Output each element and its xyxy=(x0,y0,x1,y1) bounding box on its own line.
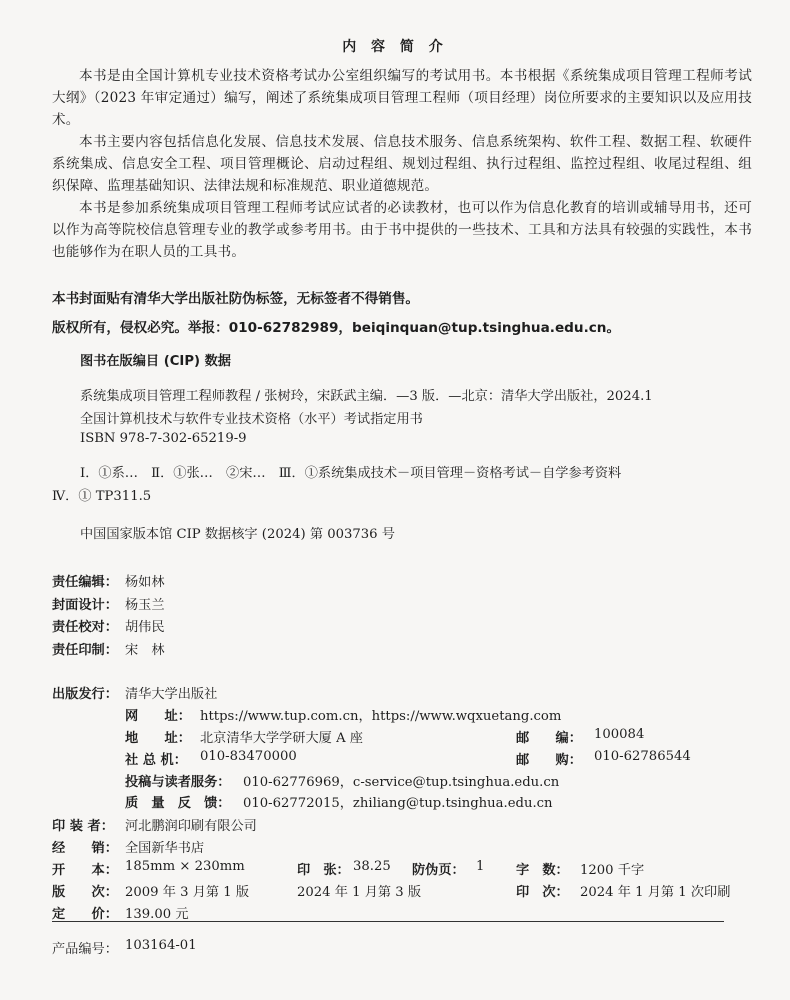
quality-feedback-label: 质 量 反 馈： xyxy=(125,796,231,811)
format-value: 185mm × 230mm xyxy=(125,859,245,874)
printing-supervisor-value: 宋 林 xyxy=(125,643,165,658)
quality-feedback-value: 010-62772015，zhiliang@tup.tsinghua.edu.cn xyxy=(243,796,553,811)
printing-value: 2024 年 1 月第 1 次印刷 xyxy=(580,885,731,900)
address-value: 北京清华大学学研大厦 A 座 xyxy=(200,731,363,746)
publisher-name: 清华大学出版社 xyxy=(125,687,218,702)
cip-line-1: 系统集成项目管理工程师教程 / 张树玲，宋跃武主编．—3 版．—北京：清华大学出版社，2024.1 xyxy=(80,389,653,404)
mail-order-value: 010-62786544 xyxy=(594,749,691,764)
publisher-label: 出版发行： xyxy=(52,687,118,702)
mail-order-label: 邮 购： xyxy=(516,753,582,768)
page-title: 内 容 简 介 xyxy=(342,39,448,55)
edition-current-value: 2024 年 1 月第 3 版 xyxy=(297,885,422,900)
website-label: 网 址： xyxy=(125,709,191,724)
printer-value: 河北鹏润印刷有限公司 xyxy=(125,819,257,834)
reader-service-label: 投稿与读者服务： xyxy=(125,775,231,790)
printing-label: 印 次： xyxy=(516,885,569,900)
cip-line-2: 全国计算机技术与软件专业技术资格（水平）考试指定用书 xyxy=(80,412,423,427)
divider-line xyxy=(52,921,724,922)
intro-paragraph-3: 本书是参加系统集成项目管理工程师考试应试者的必读教材，也可以作为信息化教育的培训或辅导用书，还可以作为高等院校信息管理专业的教学或参考用书。由于书中提供的一些技术、工具和方法具有较强的实践性，本书也能够作为在职人员的工具书。 xyxy=(52,200,752,260)
cip-isbn: ISBN 978-7-302-65219-9 xyxy=(80,431,247,446)
switchboard-label: 社 总 机： xyxy=(125,753,187,768)
switchboard-value: 010-83470000 xyxy=(200,749,297,764)
price-label: 定 价： xyxy=(52,907,118,922)
cip-verification: 中国国家版本馆 CIP 数据核字 (2024) 第 003736 号 xyxy=(80,527,395,542)
product-code-label: 产品编号： xyxy=(52,942,118,957)
distributor-value: 全国新华书店 xyxy=(125,841,205,856)
copyright-notice: 版权所有，侵权必究。举报：010-62782989，beiqinquan@tup.tsinghua.edu.cn。 xyxy=(52,320,621,336)
printer-label: 印 装 者： xyxy=(52,819,114,834)
price-value: 139.00 元 xyxy=(125,907,189,922)
anti-counterfeit-page-label: 防伪页： xyxy=(412,863,465,878)
cover-design-value: 杨玉兰 xyxy=(125,598,165,613)
intro-paragraph-2: 本书主要内容包括信息化发展、信息技术发展、信息技术服务、信息系统架构、软件工程、数据工程、软硬件系统集成、信息安全工程、项目管理概论、启动过程组、规划过程组、执行过程组、监控过程组、收尾过程组、组织保障、监理基础知识、法律法规和标准规范、职业道德规范。 xyxy=(52,134,752,194)
anti-counterfeit-page-value: 1 xyxy=(476,859,485,874)
website-value: https://www.tup.com.cn，https://www.wqxuetang.com xyxy=(200,709,562,724)
reader-service-value: 010-62776969，c-service@tup.tsinghua.edu.cn xyxy=(243,775,560,790)
postcode-label: 邮 编： xyxy=(516,731,582,746)
proofreader-label: 责任校对： xyxy=(52,620,118,635)
editor-label: 责任编辑： xyxy=(52,575,118,590)
cip-heading: 图书在版编目 (CIP) 数据 xyxy=(80,354,231,369)
word-count-value: 1200 千字 xyxy=(580,863,645,878)
editor-value: 杨如林 xyxy=(125,575,165,590)
cover-design-label: 封面设计： xyxy=(52,598,118,613)
anti-counterfeit-notice: 本书封面贴有清华大学出版社防伪标签，无标签者不得销售。 xyxy=(52,291,420,307)
address-label: 地 址： xyxy=(125,731,191,746)
printing-supervisor-label: 责任印制： xyxy=(52,643,118,658)
cip-line-4: Ⅰ．①系… Ⅱ．①张… ②宋… Ⅲ．①系统集成技术－项目管理－资格考试－自学参考资料 xyxy=(80,466,622,481)
edition-first-value: 2009 年 3 月第 1 版 xyxy=(125,885,250,900)
cip-line-5: Ⅳ．① TP311.5 xyxy=(52,489,152,504)
product-code-value: 103164-01 xyxy=(125,938,197,953)
sheets-value: 38.25 xyxy=(353,859,391,874)
format-label: 开 本： xyxy=(52,863,118,878)
sheets-label: 印 张： xyxy=(297,863,350,878)
proofreader-value: 胡伟民 xyxy=(125,620,165,635)
word-count-label: 字 数： xyxy=(516,863,569,878)
intro-paragraph-1: 本书是由全国计算机专业技术资格考试办公室组织编写的考试用书。本书根据《系统集成项目管理工程师考试大纲》（2023 年审定通过）编写，阐述了系统集成项目管理工程师（项目经理）岗位所要求的主要知识以及应用技术。 xyxy=(52,68,752,128)
distributor-label: 经 销： xyxy=(52,841,118,856)
edition-label: 版 次： xyxy=(52,885,118,900)
postcode-value: 100084 xyxy=(594,727,645,742)
